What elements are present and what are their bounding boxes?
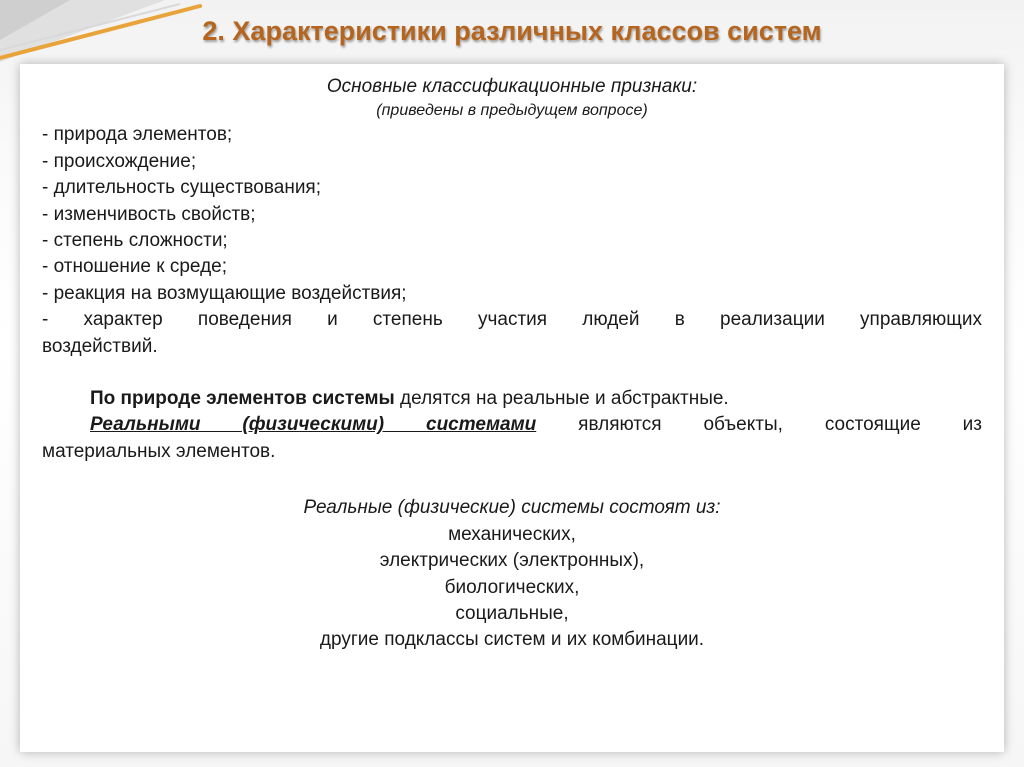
slide-title: 2. Характеристики различных классов систем — [202, 16, 822, 46]
list-item: другие подклассы систем и их комбинации. — [319, 629, 705, 651]
paragraph-nature — [42, 386, 982, 412]
composition-list — [42, 522, 982, 654]
paragraph-real-line1 — [42, 412, 982, 438]
list-item: - реакция на возмущающие воздействия; — [42, 282, 407, 304]
list-item-continuation: воздействий. — [42, 335, 158, 357]
list-item: - природа элементов; — [42, 124, 233, 146]
paragraph-real-text: являются объекты, состоящие из — [536, 414, 982, 436]
list-item: - степень сложности; — [42, 230, 228, 252]
criteria-list — [42, 122, 982, 360]
list-item: - происхождение; — [42, 150, 197, 172]
list-item: электрических (электронных), — [379, 550, 645, 572]
list-item: - изменчивость свойств; — [42, 203, 256, 225]
slide-body — [42, 74, 982, 654]
paragraph-real-emphasis: Реальными (физическими) системами — [90, 414, 537, 436]
list-item: биологических, — [444, 576, 580, 598]
list-item: - длительность существования; — [42, 177, 321, 199]
list-item: социальные, — [455, 602, 569, 624]
section-subheading: (приведены в предыдущем вопросе) — [376, 102, 648, 120]
section-heading: Основные классификационные признаки: — [326, 76, 698, 97]
list-item: - характер поведения и степень участия людей в реализации управляющих — [42, 309, 982, 331]
paragraph-real-line2: материальных элементов. — [42, 440, 276, 462]
list-item: механических, — [448, 523, 576, 545]
composition-heading: Реальные (физические) системы состоят из: — [303, 497, 721, 519]
paragraph-nature-text: делятся на реальные и абстрактные. — [394, 388, 729, 410]
paragraph-nature-bold: По природе элементов системы — [90, 388, 395, 410]
list-item: - отношение к среде; — [42, 256, 228, 278]
